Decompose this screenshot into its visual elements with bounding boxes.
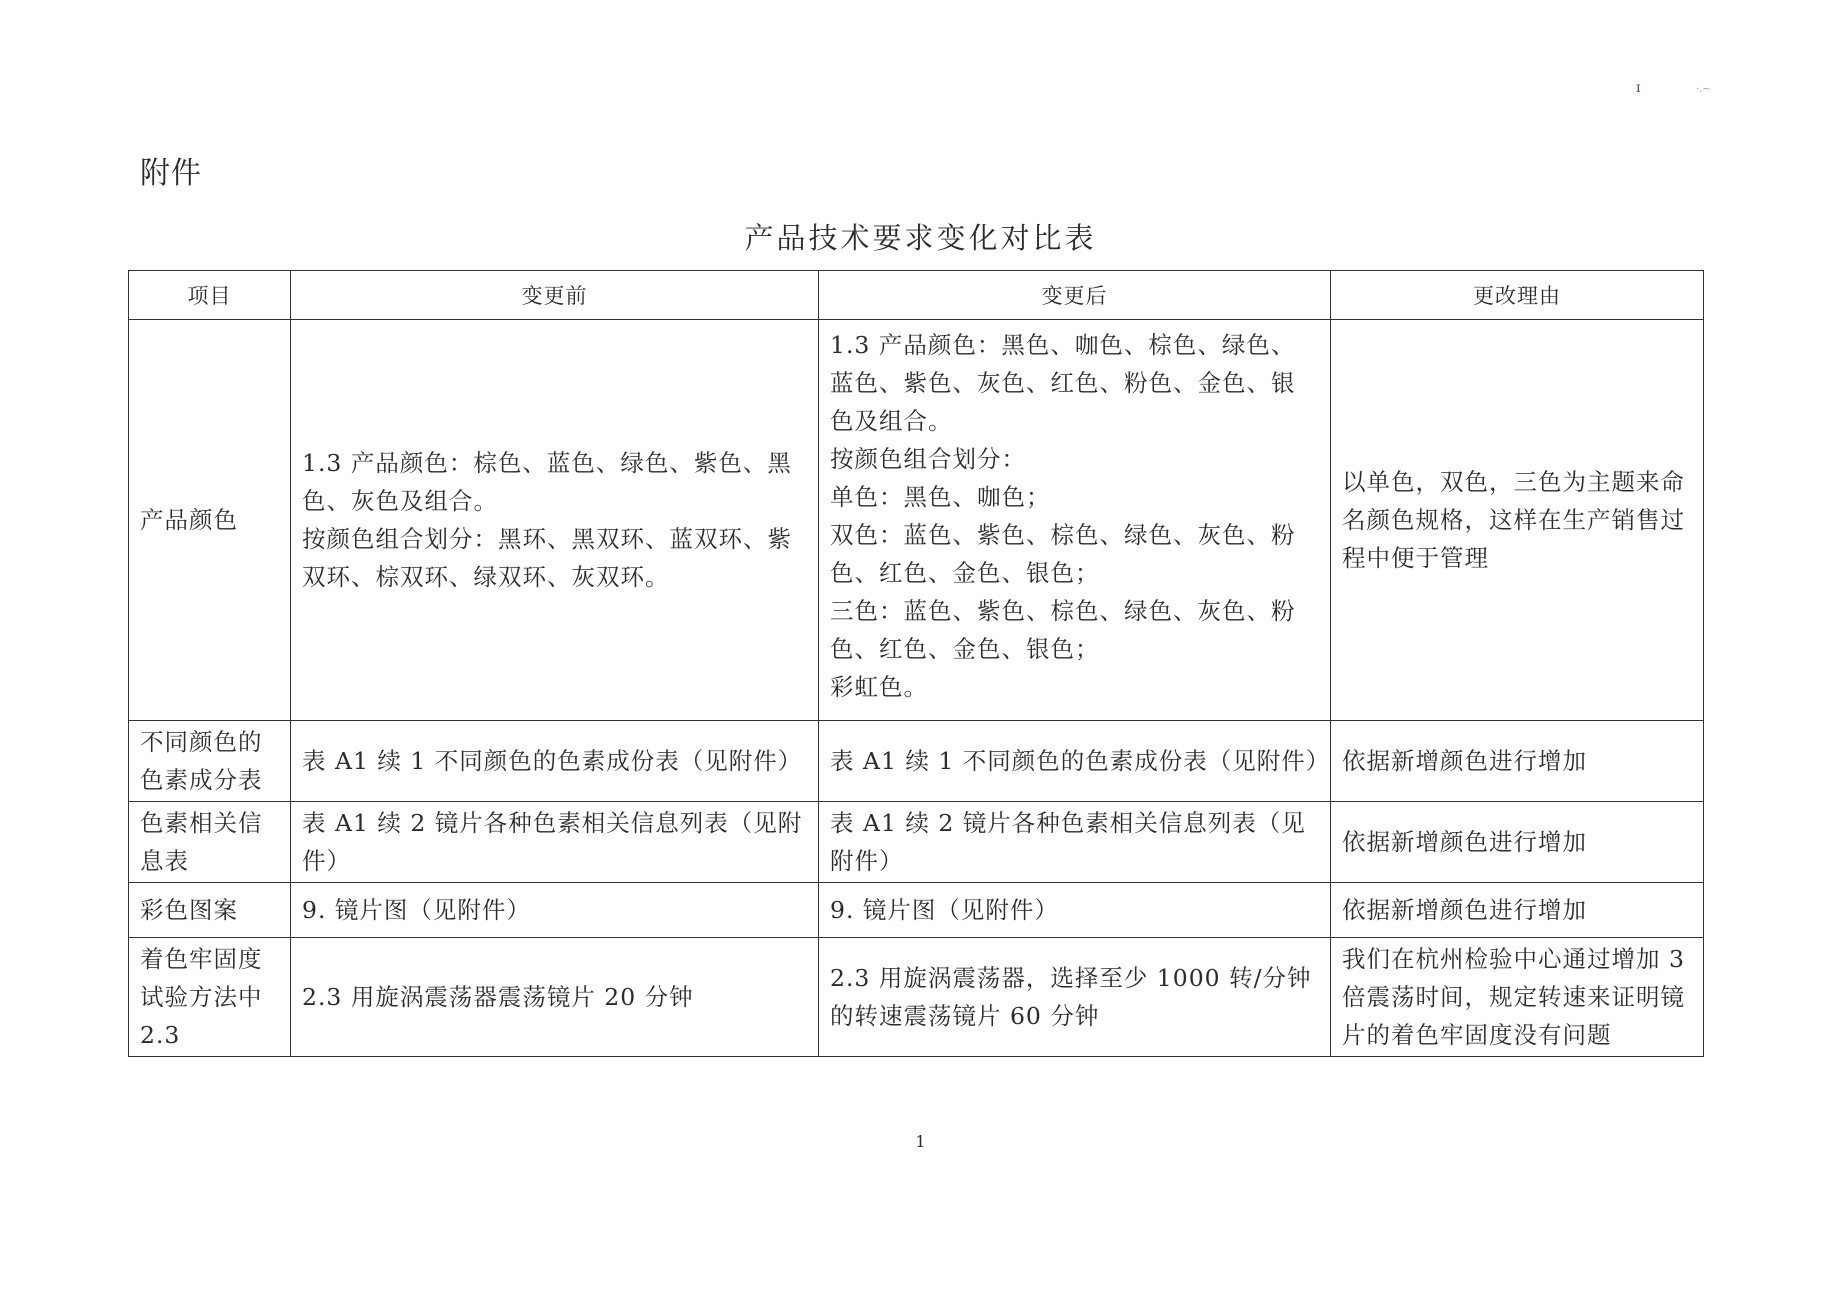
- cell-after: 9. 镜片图（见附件）: [819, 883, 1331, 938]
- cell-item: 彩色图案: [129, 883, 291, 938]
- cell-reason: 我们在杭州检验中心通过增加 3 倍震荡时间，规定转速来证明镜片的着色牢固度没有问题: [1331, 938, 1704, 1057]
- cell-before: 表 A1 续 2 镜片各种色素相关信息列表（见附件）: [291, 802, 819, 883]
- cell-item: 着色牢固度试验方法中 2.3: [129, 938, 291, 1057]
- document-title: 产品技术要求变化对比表: [744, 221, 1097, 255]
- scan-artifact-mark: ·.~: [1696, 84, 1711, 95]
- cell-item: 不同颜色的色素成分表: [129, 721, 291, 802]
- cell-reason: 依据新增颜色进行增加: [1331, 802, 1704, 883]
- header-reason: 更改理由: [1331, 271, 1704, 320]
- cell-reason: 以单色，双色，三色为主题来命名颜色规格，这样在生产销售过程中便于管理: [1331, 320, 1704, 721]
- table-row: [129, 320, 1704, 721]
- cell-after: 表 A1 续 1 不同颜色的色素成份表（见附件）: [819, 721, 1331, 802]
- scan-artifact-mark: ɪ: [1636, 80, 1641, 96]
- attachment-label: 附件: [140, 156, 202, 191]
- table-row: [129, 721, 1704, 802]
- cell-after: 表 A1 续 2 镜片各种色素相关信息列表（见附件）: [819, 802, 1331, 883]
- cell-before: 2.3 用旋涡震荡器震荡镜片 20 分钟: [291, 938, 819, 1057]
- cell-before: 1.3 产品颜色：棕色、蓝色、绿色、紫色、黑色、灰色及组合。 按颜色组合划分：黑环、黑双环、蓝双环、紫双环、棕双环、绿双环、灰双环。: [291, 320, 819, 721]
- table-row: [129, 883, 1704, 938]
- page-number: 1: [915, 1132, 926, 1151]
- cell-reason: 依据新增颜色进行增加: [1331, 721, 1704, 802]
- cell-reason: 依据新增颜色进行增加: [1331, 883, 1704, 938]
- cell-before: 9. 镜片图（见附件）: [291, 883, 819, 938]
- table-row: [129, 938, 1704, 1057]
- table-header-row: [129, 271, 1704, 320]
- table-row: [129, 802, 1704, 883]
- header-after: 变更后: [819, 271, 1331, 320]
- cell-after: 2.3 用旋涡震荡器，选择至少 1000 转/分钟的转速震荡镜片 60 分钟: [819, 938, 1331, 1057]
- cell-item: 产品颜色: [129, 320, 291, 721]
- header-before: 变更前: [291, 271, 819, 320]
- cell-before: 表 A1 续 1 不同颜色的色素成份表（见附件）: [291, 721, 819, 802]
- header-item: 项目: [129, 271, 291, 320]
- cell-item: 色素相关信息表: [129, 802, 291, 883]
- cell-after: 1.3 产品颜色：黑色、咖色、棕色、绿色、蓝色、紫色、灰色、红色、粉色、金色、银色及组合。 按颜色组合划分： 单色：黑色、咖色； 双色：蓝色、紫色、棕色、绿色、灰色、粉色、红色、金色、银色； 三色：蓝色、紫色、棕色、绿色、灰色、粉色、红色、金色、银色； 彩虹色。: [819, 320, 1331, 721]
- comparison-table: [128, 270, 1704, 1057]
